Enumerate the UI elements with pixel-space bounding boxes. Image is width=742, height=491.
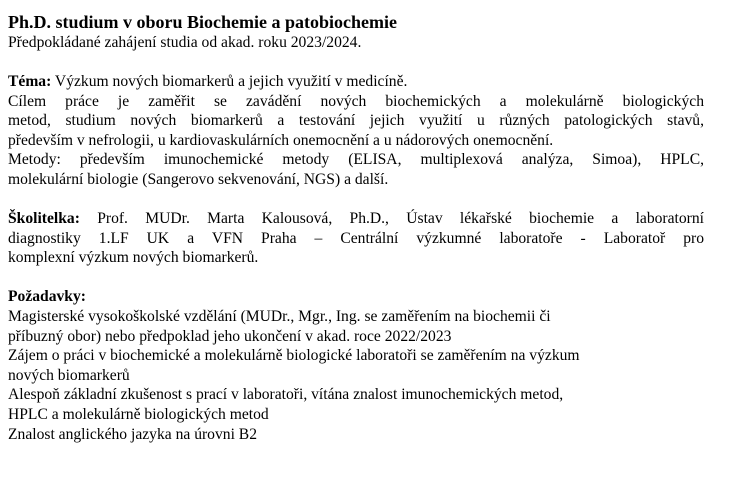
requirement-line: HPLC a molekulárně biologických metod: [8, 406, 269, 423]
spacer: [8, 53, 704, 73]
topic-section: [8, 72, 704, 190]
requirement-line: nových biomarkerů: [8, 366, 130, 384]
supervisor-label: Školitelka:: [8, 210, 80, 228]
study-start-note: Předpokládané zahájení studia od akad. roku 2023/2024.: [8, 34, 362, 51]
requirement-line: Magisterské vysokoškolské vzdělání (MUDr., Mgr., Ing. se zaměřením na biochemii či: [8, 308, 551, 326]
requirements-label: Požadavky:: [8, 288, 86, 306]
spacer: [8, 190, 704, 210]
topic-label: Téma:: [8, 73, 52, 91]
spacer: [8, 268, 704, 288]
topic-heading-line: [8, 72, 704, 92]
supervisor-section: [8, 209, 704, 268]
topic-description-line: Cílem práce je zaměřit se zavádění nových biochemických a molekulárně biologických: [8, 92, 704, 110]
supervisor-line: [8, 209, 704, 229]
requirement-line: příbuzný obor) nebo předpoklad jeho ukončení v akad. roce 2022/2023: [8, 327, 452, 345]
requirements-section: [8, 287, 704, 444]
topic-methods-line: molekulární biologie (Sangerovo sekvenování, NGS) a další.: [8, 171, 389, 189]
requirement-line: Znalost anglického jazyka na úrovni B2: [8, 425, 257, 443]
page-title: Ph.D. studium v oboru Biochemie a patobiochemie: [8, 12, 398, 32]
requirement-line: Zájem o práci v biochemické a molekulárně biologické laboratoři se zaměřením na výzkum: [8, 347, 580, 365]
supervisor-line: komplexní výzkum nových biomarkerů.: [8, 249, 259, 267]
supervisor-name: Prof. MUDr. Marta Kalousová, Ph.D., Ústav lékařské biochemie a laboratorní: [79, 210, 704, 228]
topic-methods-line: Metody: především imunochemické metody (ELISA, multiplexová analýza, Simoa), HPLC,: [8, 151, 704, 169]
topic-description-line: metod, studium nových biomarkerů a testování jejich využití u různých patologických stavů,: [8, 112, 704, 130]
supervisor-line: diagnostiky 1.LF UK a VFN Praha – Centrální výzkumné laboratoře - Laboratoř pro: [8, 229, 704, 247]
topic-description-line: především v nefrologii, u kardiovaskulárních onemocnění a u nádorových onemocnění.: [8, 131, 554, 149]
topic-value: Výzkum nových biomarkerů a jejich využití v medicíně.: [51, 73, 408, 91]
requirement-line: Alespoň základní zkušenost s prací v laboratoři, vítána znalost imunochemických metod,: [8, 386, 564, 404]
